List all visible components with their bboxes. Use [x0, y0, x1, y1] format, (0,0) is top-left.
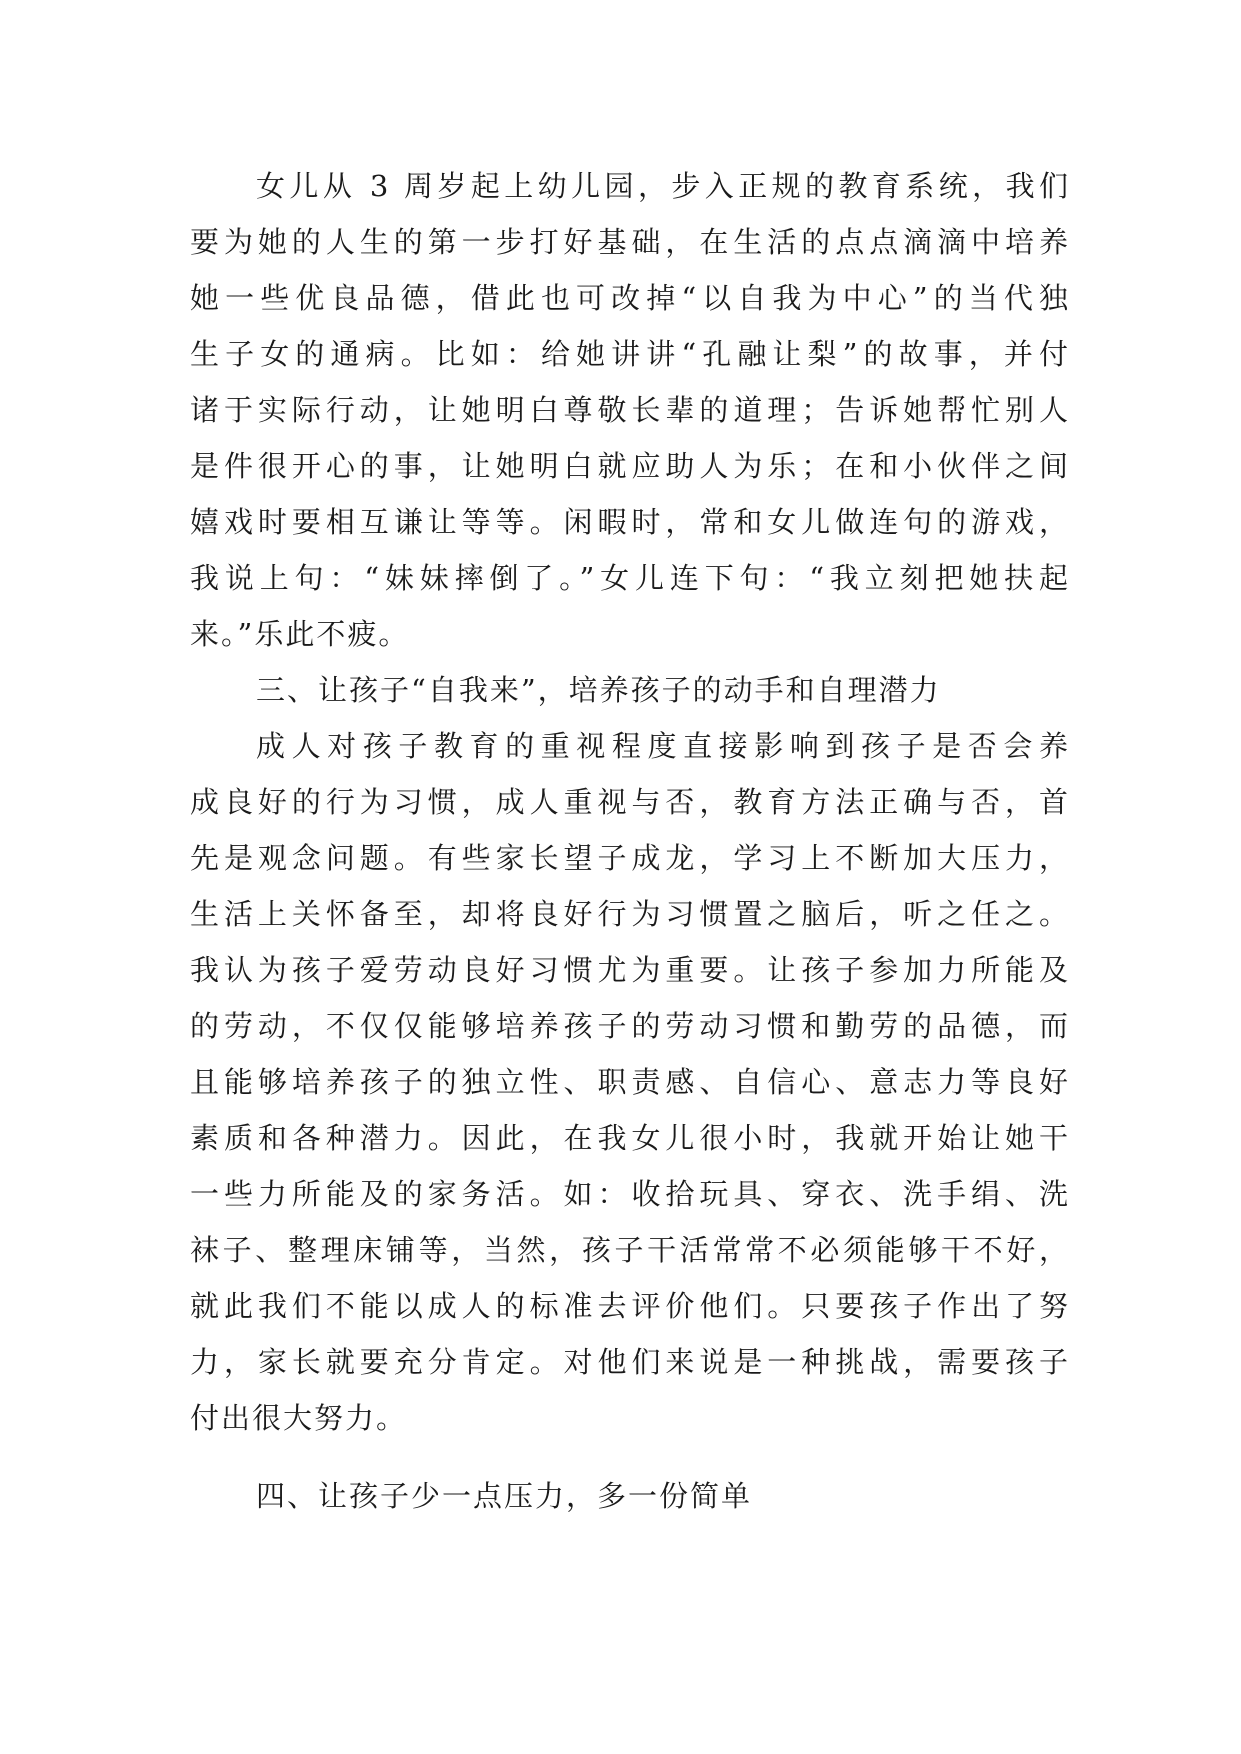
text-line: 成良好的行为习惯，成人重视与否，教育方法正确与否，首 — [190, 785, 1070, 819]
paragraph-self-care — [190, 718, 1070, 1446]
text-line: 的劳动，不仅仅能够培养孩子的劳动习惯和勤劳的品德，而 — [190, 1009, 1070, 1043]
paragraph-gap — [190, 1446, 1070, 1468]
text-line: 女儿从 3 周岁起上幼儿园，步入正规的教育系统，我们 — [256, 169, 1070, 203]
text-line: 诸于实际行动，让她明白尊敬长辈的道理；告诉她帮忙别人 — [190, 393, 1070, 427]
document-body — [190, 158, 1070, 1524]
section-heading-three: 三、让孩子“自我来”，培养孩子的动手和自理潜力 — [256, 673, 941, 707]
text-line: 生子女的通病。比如：给她讲讲“孔融让梨”的故事，并付 — [190, 337, 1070, 371]
text-line: 来。”乐此不疲。 — [190, 617, 410, 651]
text-line: 一些力所能及的家务活。如：收拾玩具、穿衣、洗手绢、洗 — [190, 1177, 1070, 1211]
text-line: 力，家长就要充分肯定。对他们来说是一种挑战，需要孩子 — [190, 1345, 1070, 1379]
text-line: 嬉戏时要相互谦让等等。闲暇时，常和女儿做连句的游戏， — [190, 505, 1070, 539]
section-heading-four: 四、让孩子少一点压力，多一份简单 — [256, 1479, 753, 1513]
paragraph-daughter-kindergarten — [190, 158, 1070, 662]
text-line: 且能够培养孩子的独立性、职责感、自信心、意志力等良好 — [190, 1065, 1070, 1099]
text-line: 就此我们不能以成人的标准去评价他们。只要孩子作出了努 — [190, 1289, 1070, 1323]
text-line: 付出很大努力。 — [190, 1401, 408, 1435]
text-line: 先是观念问题。有些家长望子成龙，学习上不断加大压力， — [190, 841, 1070, 875]
text-line: 我说上句：“妹妹摔倒了。”女儿连下句：“我立刻把她扶起 — [190, 561, 1070, 595]
text-line: 袜子、整理床铺等，当然，孩子干活常常不必须能够干不好， — [190, 1233, 1070, 1267]
text-line: 她一些优良品德，借此也可改掉“以自我为中心”的当代独 — [190, 281, 1070, 315]
text-line: 生活上关怀备至，却将良好行为习惯置之脑后，听之任之。 — [190, 897, 1070, 931]
text-line: 素质和各种潜力。因此，在我女儿很小时，我就开始让她干 — [190, 1121, 1070, 1155]
text-line: 成人对孩子教育的重视程度直接影响到孩子是否会养 — [256, 729, 1070, 763]
text-line: 我认为孩子爱劳动良好习惯尤为重要。让孩子参加力所能及 — [190, 953, 1070, 987]
text-line: 要为她的人生的第一步打好基础，在生活的点点滴滴中培养 — [190, 225, 1070, 259]
text-line: 是件很开心的事，让她明白就应助人为乐；在和小伙伴之间 — [190, 449, 1070, 483]
